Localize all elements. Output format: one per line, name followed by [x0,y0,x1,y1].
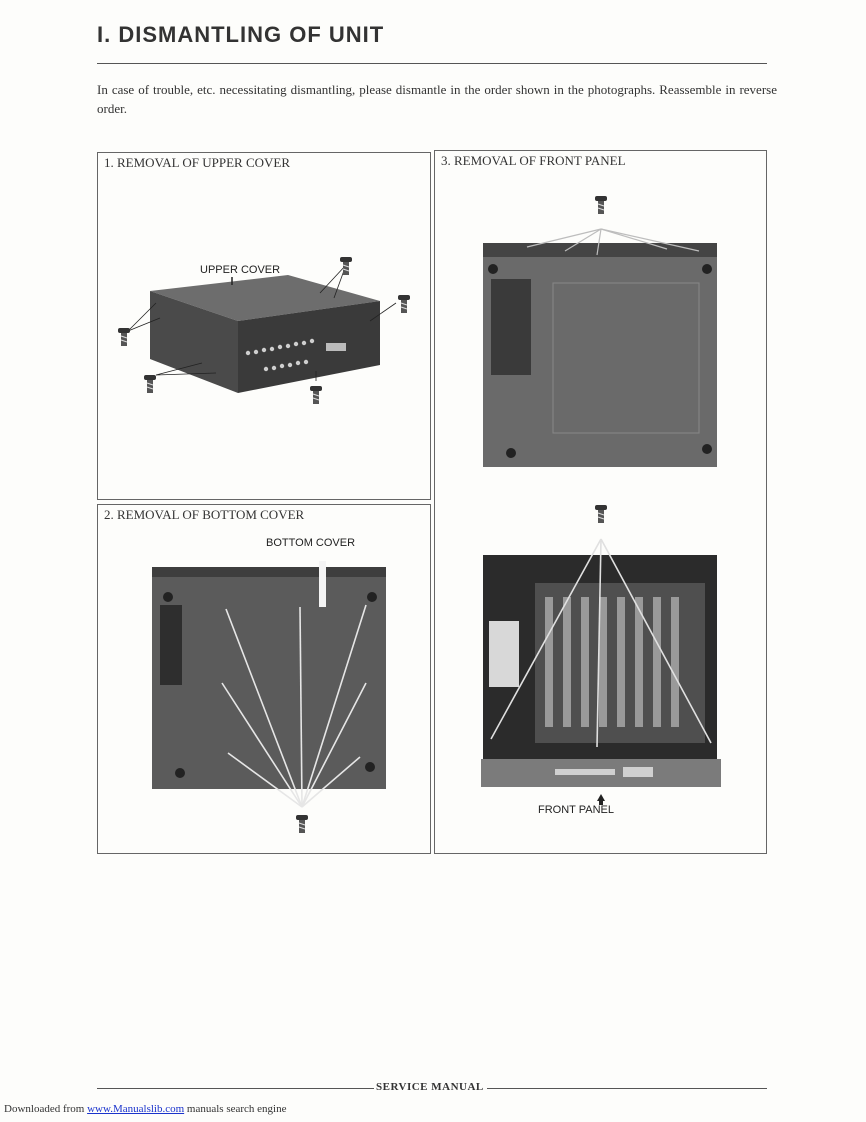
panel-front-panel-label: 3. REMOVAL OF FRONT PANEL [441,153,626,168]
screw-icon [144,375,156,393]
download-prefix: Downloaded from [4,1103,85,1115]
download-note [4,1103,286,1115]
bottom-cover-callout: BOTTOM COVER [266,537,356,549]
download-suffix: manuals search engine [186,1103,287,1115]
screw-icon [595,196,607,214]
footer-service-manual: SERVICE MANUAL [376,1081,484,1093]
intro-paragraph: In case of trouble, etc. necessitating dismantling, please dismantle in the order shown in the photographs. Reassemble in reverse order. [97,82,777,116]
screw-icon [310,386,322,404]
manualslib-link[interactable]: www.Manualslib.com [87,1103,185,1115]
panel-upper-cover-label: 1. REMOVAL OF UPPER COVER [104,155,291,170]
screw-icon [340,257,352,275]
title-rule [97,63,767,64]
front-panel-callout: FRONT PANEL [538,804,614,816]
front-panel-illustration [435,151,768,855]
panel-front-panel [434,150,767,854]
screw-icon [118,328,130,346]
page-title: I. DISMANTLING OF UNIT [97,22,385,47]
screw-icon [398,295,410,313]
panel-bottom-cover [97,504,431,854]
upper-cover-callout: UPPER COVER [200,264,281,276]
panel-bottom-cover-label: 2. REMOVAL OF BOTTOM COVER [104,507,305,522]
panel-upper-cover [97,152,431,500]
upper-cover-illustration [98,153,432,501]
bottom-cover-illustration [98,505,432,855]
footer-rule-left [97,1088,374,1089]
screw-icon [595,505,607,523]
screw-icon [296,815,308,833]
footer-rule-right [487,1088,767,1089]
